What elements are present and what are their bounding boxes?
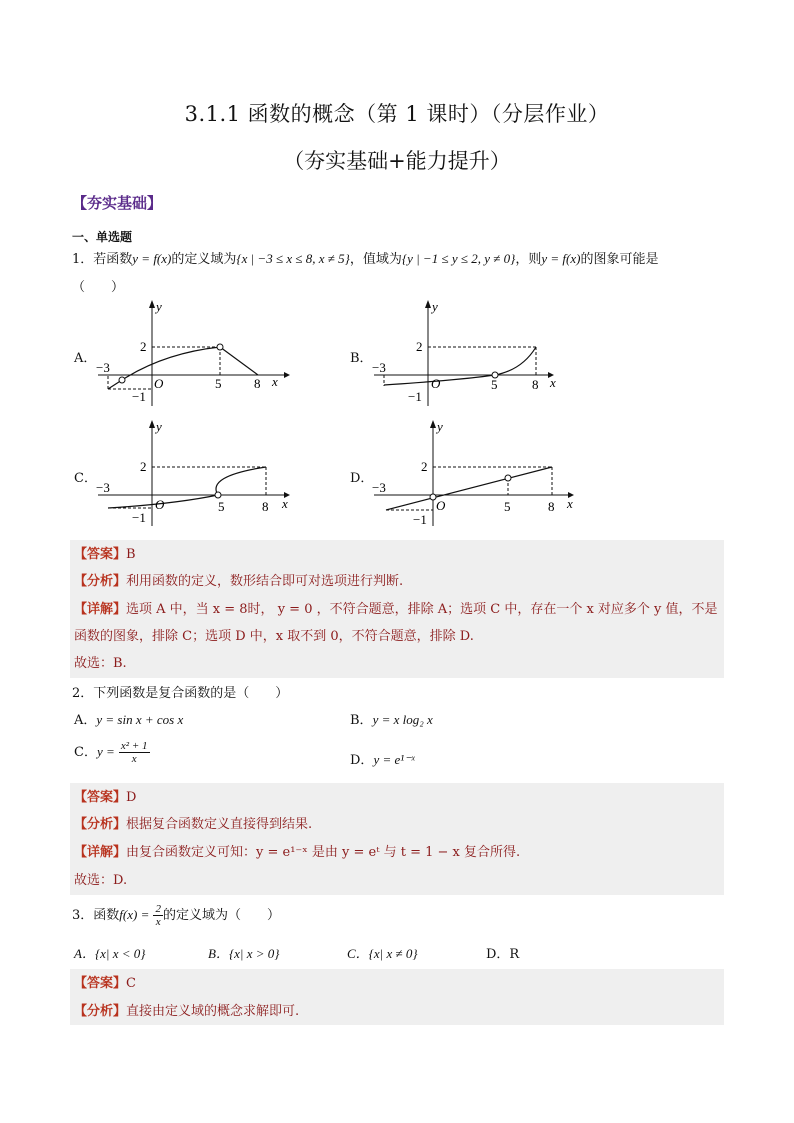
q1-analysis (74, 570, 403, 589)
tick-8: 8 (532, 377, 539, 392)
detail-tag: 【详解】 (74, 845, 127, 860)
y-axis-arrow-icon (425, 300, 431, 308)
answer-tag: 【答案】 (74, 547, 127, 562)
option-expr: y = (96, 744, 115, 759)
answer-text: D (126, 790, 137, 805)
y-axis-arrow-icon (149, 300, 155, 308)
origin-label: O (431, 376, 441, 391)
q1-choose: 故选：B. (74, 656, 127, 671)
analysis-text: 根据复合函数定义直接得到结果. (126, 817, 313, 832)
function-curve (216, 467, 266, 495)
q1-paren: （ ） (72, 280, 125, 295)
function-curve (220, 347, 258, 375)
fraction-numerator: 2 (155, 903, 161, 915)
q1-stem-text: ，值域为 (349, 252, 402, 267)
detail-tag: 【详解】 (74, 602, 127, 617)
detail-text: 选项 A 中，当 x = 8时， y = 0 ，不符合题意，排除 A；选项 C 中，存在一个 x 对应多个 y 值，不是 (126, 602, 718, 617)
section-subheading: 一、单选题 (72, 230, 133, 244)
tick-8: 8 (254, 376, 261, 391)
q3-stem-text: 的定义域为（ ） (162, 908, 280, 923)
function-line (386, 467, 552, 510)
q1-graph-d (370, 418, 580, 530)
tick-neg1: −1 (413, 512, 427, 527)
q1-option-a-label[interactable]: A． (74, 351, 97, 366)
x-label: x (282, 496, 288, 511)
q1-answer (74, 543, 136, 562)
answer-text: C (126, 976, 136, 991)
tick-5: 5 (215, 376, 222, 391)
option-expr: y = sin x + cos x (96, 712, 184, 727)
tick-neg3: −3 (96, 360, 110, 375)
x-label: x (567, 496, 573, 511)
function-curve (108, 347, 220, 389)
q2-detail (74, 841, 520, 860)
fraction-denominator: x (155, 916, 161, 928)
option-expr: y = e¹⁻ˣ (373, 752, 415, 767)
section-label: 【夯实基础】 (72, 194, 163, 212)
q1-range: {y | −1 ≤ y ≤ 2, y ≠ 0} (401, 251, 516, 266)
analysis-tag: 【分析】 (74, 1004, 127, 1019)
y-axis-arrow-icon (149, 420, 155, 428)
q3-option-c[interactable]: C．{x| x ≠ 0} (347, 946, 418, 961)
q1-stem-text: 1．若函数 (72, 252, 133, 267)
y-label: y (156, 299, 162, 314)
option-label: D． (350, 753, 374, 768)
q2-option-c[interactable] (74, 740, 150, 765)
x-label: x (272, 374, 278, 389)
page-title: 3.1.1 函数的概念（第 1 课时）（分层作业） (184, 102, 610, 126)
x-axis-arrow-icon (284, 372, 290, 378)
analysis-tag: 【分析】 (74, 574, 127, 589)
q2-option-a[interactable] (74, 709, 183, 728)
q1-detail-cont: 函数的图象，排除 C；选项 D 中，x 取不到 0，不符合题意，排除 D. (74, 629, 474, 644)
q1-stem-text: ，则 (515, 252, 542, 267)
fraction-numerator: x² + 1 (120, 740, 148, 752)
open-point (119, 377, 125, 383)
tick-neg3: −3 (372, 480, 386, 495)
analysis-text: 直接由定义域的概念求解即可. (126, 1004, 300, 1019)
q3-answer (74, 972, 136, 991)
detail-text: 由复合函数定义可知：y = e¹⁻ˣ 是由 y = eᵗ 与 t = 1 − x 复合所得. (126, 845, 521, 860)
open-point (505, 475, 511, 481)
q1-domain: {x | −3 ≤ x ≤ 8, x ≠ 5} (236, 251, 350, 266)
analysis-text: 利用函数的定义，数形结合即可对选项进行判断. (126, 574, 404, 589)
tick-2: 2 (140, 339, 147, 354)
q1-option-c-label[interactable]: C． (74, 471, 97, 486)
tick-neg1: −1 (408, 389, 422, 404)
option-label: B． (350, 713, 373, 728)
q3-option-b[interactable]: B．{x| x > 0} (208, 946, 280, 961)
option-label: A． (74, 713, 97, 728)
tick-5: 5 (218, 499, 225, 514)
option-label: C． (74, 745, 97, 760)
analysis-tag: 【分析】 (74, 817, 127, 832)
y-label: y (432, 299, 438, 314)
q3-option-d[interactable]: D．R (486, 947, 520, 962)
q3-analysis (74, 1000, 299, 1019)
option-expr: y = x log₂ x (372, 712, 433, 727)
q1-graph-b (370, 298, 570, 410)
tick-neg3: −3 (372, 360, 386, 375)
q2-answer (74, 786, 136, 805)
tick-2: 2 (140, 459, 147, 474)
page-subtitle: （夯实基础+能力提升） (283, 149, 511, 173)
q1-option-b-label[interactable]: B． (350, 351, 373, 366)
q2-option-b[interactable] (350, 709, 433, 728)
answer-text: B (126, 547, 136, 562)
function-curve (384, 347, 536, 385)
x-label: x (550, 375, 556, 390)
q2-stem: 2．下列函数是复合函数的是（ ） (72, 686, 289, 701)
q2-analysis (74, 813, 312, 832)
q1-stem-text: 的定义域为 (171, 252, 237, 267)
tick-neg1: −1 (132, 389, 146, 404)
tick-neg3: −3 (96, 480, 110, 495)
fraction (153, 903, 163, 928)
y-axis-arrow-icon (430, 420, 436, 428)
tick-neg1: −1 (132, 510, 146, 525)
q2-choose: 故选：D. (74, 873, 128, 888)
q1-stem-text: 的图象可能是 (580, 252, 659, 267)
q2-answer-box (70, 783, 724, 895)
q1-graph-a (94, 298, 294, 410)
tick-2: 2 (416, 339, 423, 354)
open-point (215, 492, 221, 498)
tick-8: 8 (262, 499, 269, 514)
q3-stem (72, 903, 280, 928)
tick-5: 5 (504, 499, 511, 514)
q2-option-d[interactable] (350, 749, 415, 768)
q1-option-d-label[interactable]: D． (350, 471, 374, 486)
q1-stem (72, 248, 658, 267)
tick-8: 8 (548, 499, 555, 514)
answer-tag: 【答案】 (74, 790, 127, 805)
open-point (217, 344, 223, 350)
tick-2: 2 (421, 459, 428, 474)
y-label: y (437, 419, 443, 434)
origin-label: O (436, 498, 446, 513)
tick-5: 5 (491, 377, 498, 392)
q1-func: y = f(x) (541, 251, 581, 266)
answer-tag: 【答案】 (74, 976, 127, 991)
q3-func: f(x) = (119, 907, 150, 922)
y-label: y (156, 419, 162, 434)
fraction (119, 740, 150, 765)
q3-stem-text: 3．函数 (72, 908, 120, 923)
q1-detail (74, 598, 718, 617)
q1-graph-c (94, 418, 294, 530)
origin-label: O (154, 376, 164, 391)
fraction-denominator: x (131, 753, 137, 765)
q3-option-a[interactable]: A．{x| x < 0} (74, 946, 146, 961)
q1-func: y = f(x) (132, 251, 172, 266)
origin-label: O (155, 497, 165, 512)
